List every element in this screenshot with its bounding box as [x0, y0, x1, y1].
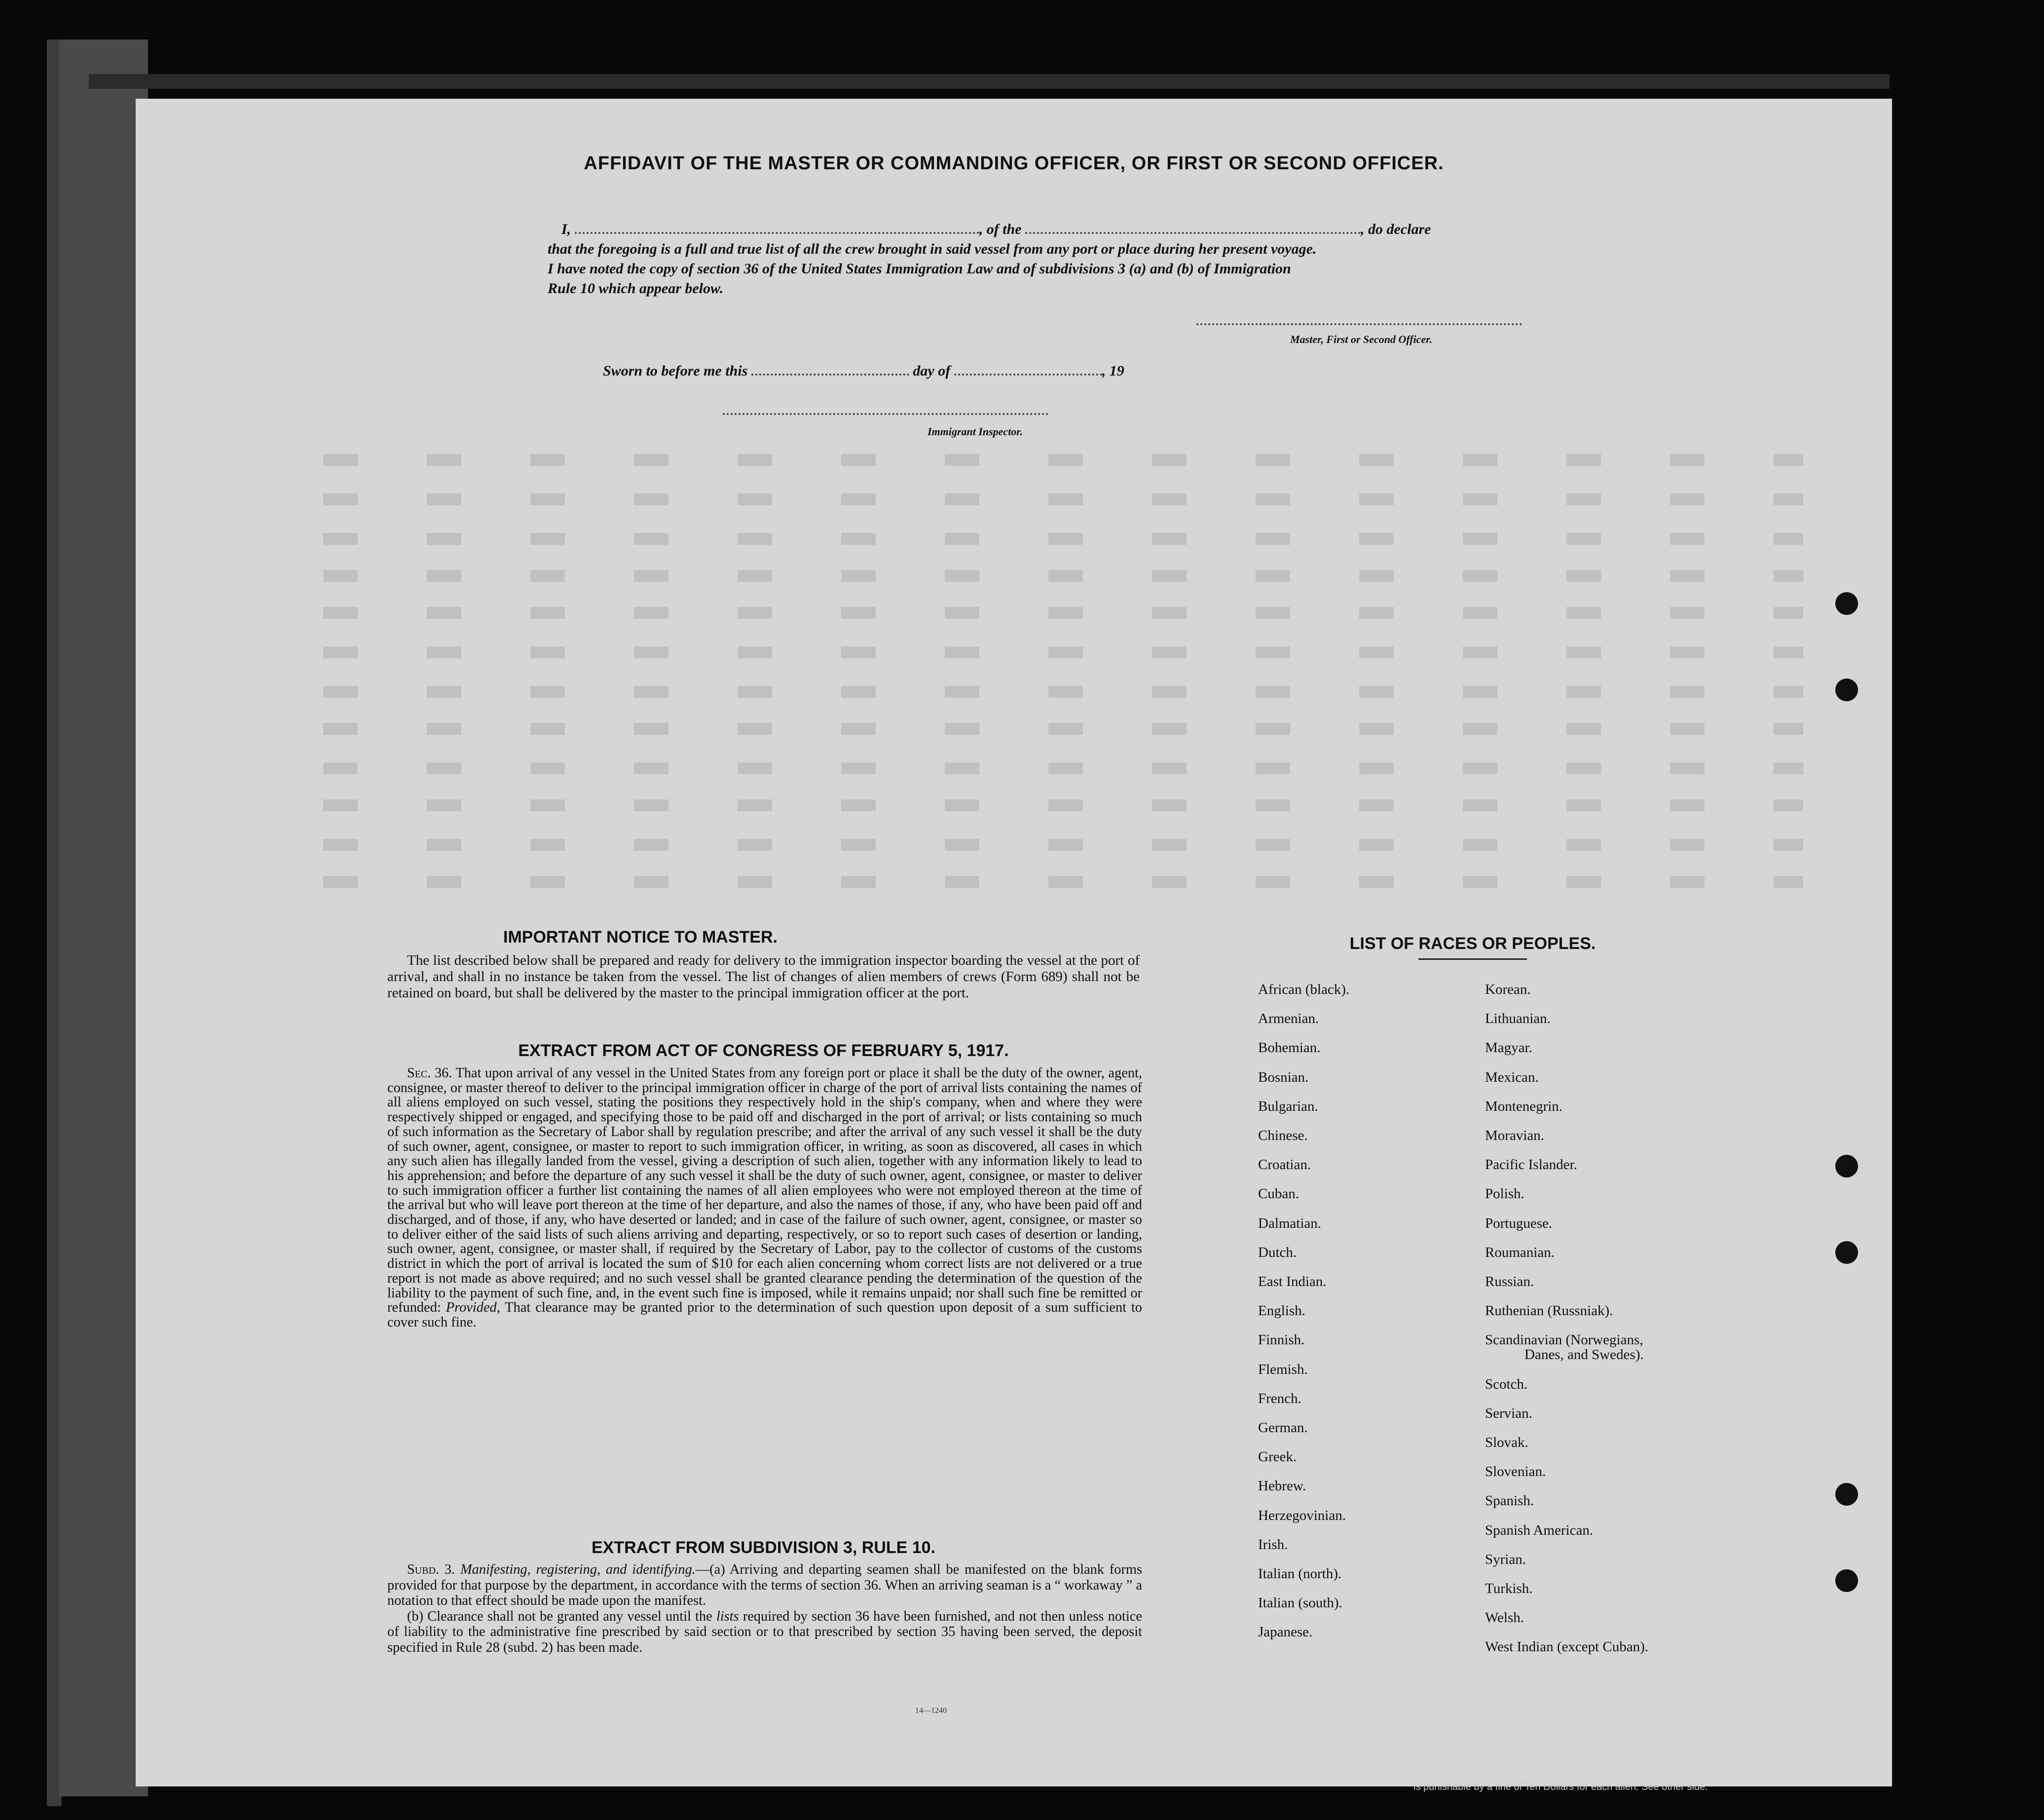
race-item: Lithuanian.	[1485, 1011, 1551, 1027]
race-item: Italian (south).	[1258, 1595, 1342, 1611]
affidavit-declare: , do declare	[1361, 221, 1431, 237]
races-title-rule	[1418, 958, 1527, 960]
rule-subd-label: Subd. 3.	[407, 1562, 455, 1577]
races-title: LIST OF RACES OR PEOPLES.	[1349, 934, 1596, 953]
rule-para-b-end: required by section 36 have been furnished, and not then unless notice of liability to the administrative fine prescribed by said section or to that prescribed by section 35 having been served, the deposit specified in Rule 28 (subd. 2) has been made.	[387, 1608, 1142, 1655]
affidavit-title: AFFIDAVIT OF THE MASTER OR COMMANDING OFFICER, OR FIRST OR SECOND OFFICER.	[584, 153, 1444, 174]
race-item: Danes, and Swedes).	[1524, 1347, 1644, 1363]
inspector-signature-label: Immigrant Inspector.	[928, 425, 1023, 438]
race-item: French.	[1258, 1390, 1301, 1406]
rule-para-a-tag: —(a)	[695, 1562, 725, 1577]
sworn-day-of: day of	[913, 363, 951, 379]
sworn-year: , 19	[1102, 363, 1124, 379]
rule-body	[387, 1562, 1142, 1655]
race-item: Welsh.	[1485, 1610, 1524, 1626]
vessel-blank	[1025, 229, 1361, 234]
race-item: Russian.	[1485, 1274, 1534, 1289]
notice-title: IMPORTANT NOTICE TO MASTER.	[503, 928, 778, 947]
race-item: West Indian (except Cuban).	[1485, 1639, 1649, 1655]
race-item: Slovenian.	[1485, 1464, 1546, 1480]
master-signature-label: Master, First or Second Officer.	[1290, 333, 1433, 345]
race-item: Greek.	[1258, 1449, 1297, 1465]
sworn-line	[603, 363, 1124, 379]
act-title: EXTRACT FROM ACT OF CONGRESS OF FEBRUARY 5, 1917.	[518, 1041, 1009, 1060]
race-item: Irish.	[1258, 1536, 1288, 1553]
notice-body	[387, 952, 1140, 1001]
name-blank	[575, 229, 979, 234]
race-item: Dalmatian.	[1258, 1215, 1322, 1231]
race-item: Magyar.	[1485, 1040, 1532, 1056]
rule-paragraph-b	[387, 1609, 1142, 1656]
act-body-text-1: That upon arrival of any vessel in the United States from any foreign port or place it shall be the duty of the owner, agent, consignee, or master thereof to deliver to the principal immigration officer in charge of the port of arrival lists containing the names of all aliens employed on such vessel, stating the positions they respectively hold in the ship's company, when and where they were respectively shipped or engaged, and specifying those to be paid off and discharged in the port of arrival; or lists containing so much of such information as the Secretary of Labor shall by regulation prescribe; and after the arrival of any such vessel it shall be the duty of such owner, agent, consignee, or master to report to such immigration officer, in writing, as soon as discovered, all cases in which any such alien has illegally landed from the vessel, giving a description of such alien, together with any information likely to lead to his apprehension; and before the departure of any such vessel it shall be the duty of such owner, agent, consignee, or master to deliver to such immigration officer a further list containing the names of all alien employees who were not employed thereon at the time of the arrival but who will leave port thereon at the time of her departure, and also the names of those, if any, who have been paid off and discharged, and of those, if any, who have deserted or landed; and in case of the failure of such owner, agent, consignee, or master so to deliver either of the said lists of such aliens arriving and departing, respectively, or so to report such cases of desertion or landing, such owner, agent, consignee, or master shall, if required by the Secretary of Labor, pay to the collector of customs of the customs district in which the port of arrival is located the sum of $10 for each alien concerning whom correct lists are not delivered or a true report is not made as above required; and no such vessel shall be granted clearance pending the determination of the question of the liability to the payment of such fine, and, in the event such fine is imposed, while it remains unpaid; nor shall such fine be remitted or refunded:	[387, 1065, 1143, 1316]
act-provided: Provided,	[446, 1300, 500, 1316]
affidavit-i: I,	[561, 221, 571, 237]
rule-title: EXTRACT FROM SUBDIVISION 3, RULE 10.	[591, 1538, 936, 1557]
race-item: Japanese.	[1258, 1624, 1313, 1640]
race-item: Finnish.	[1258, 1332, 1305, 1348]
race-item: Korean.	[1485, 982, 1531, 997]
race-item: Pacific Islander.	[1485, 1157, 1577, 1173]
race-item: Dutch.	[1258, 1244, 1297, 1260]
act-body-text-2: That clearance may be granted prior to the determination of such question upon deposit of a sum sufficient to cover such fine.	[387, 1300, 1142, 1330]
punch-hole	[1835, 1241, 1858, 1264]
race-item: Bohemian.	[1258, 1040, 1321, 1056]
race-item: Syrian.	[1485, 1551, 1526, 1567]
race-item: Mexican.	[1485, 1069, 1539, 1085]
race-item: Slovak.	[1485, 1435, 1528, 1450]
form-number: 14—1240	[915, 1706, 947, 1715]
race-item: English.	[1258, 1303, 1305, 1319]
sworn-day-blank	[751, 371, 909, 376]
footer-note: is punishable by a fine of Ten Dollars for each alien. See other side.	[1413, 1782, 1708, 1792]
manifest-page	[136, 99, 1892, 1792]
rule-paragraph-a	[387, 1562, 1142, 1609]
notice-body-text: The list described below shall be prepared and ready for delivery to the immigration inspector boarding the vessel at the port of arrival, and shall in no instance be taken from the vessel. The list of changes of alien members of crews (Form 689) shall not be retained on board, but shall be delivered by the master to the principal immigration officer at the port.	[387, 952, 1140, 1001]
race-item: Chinese.	[1258, 1128, 1308, 1143]
sworn-month-blank	[954, 371, 1102, 376]
affidavit-line-4: Rule 10 which appear below.	[548, 280, 724, 297]
race-item: Hebrew.	[1258, 1478, 1306, 1494]
punch-hole	[1835, 679, 1858, 701]
rule-subd-heading: Manifesting, registering, and identifying.	[460, 1562, 696, 1577]
race-item: African (black).	[1258, 982, 1350, 997]
race-item: Polish.	[1485, 1186, 1524, 1202]
race-item: Moravian.	[1485, 1128, 1544, 1143]
race-item: Montenegrin.	[1485, 1098, 1563, 1114]
race-item: Turkish.	[1485, 1581, 1533, 1596]
race-item: Servian.	[1485, 1405, 1532, 1421]
punch-hole	[1835, 1483, 1858, 1506]
underlying-page-edge	[59, 39, 148, 1796]
affidavit-line-3: I have noted the copy of section 36 of the United States Immigration Law and of subdivisions 3 (a) and (b) of Immigration	[548, 261, 1291, 277]
race-item: Armenian.	[1258, 1011, 1319, 1027]
race-item: Scandinavian (Norwegians,	[1485, 1332, 1643, 1348]
rule-para-b-start: (b) Clearance shall not be granted any vessel until the	[407, 1608, 712, 1624]
race-item: Bosnian.	[1258, 1069, 1309, 1085]
master-signature-line	[1196, 323, 1522, 325]
race-item: Spanish American.	[1485, 1522, 1594, 1538]
sworn-text: Sworn to before me this	[603, 363, 748, 379]
binder-edge-top	[89, 74, 1890, 89]
affidavit-line-2: that the foregoing is a full and true list of all the crew brought in said vessel from any port or place during her present voyage.	[548, 241, 1317, 257]
race-item: Italian (north).	[1258, 1566, 1342, 1582]
race-item: Croatian.	[1258, 1157, 1311, 1173]
race-item: East Indian.	[1258, 1274, 1327, 1289]
race-item: Bulgarian.	[1258, 1098, 1318, 1114]
affidavit-of-the: , of the	[979, 221, 1022, 237]
act-section-label: Sec. 36.	[407, 1065, 452, 1081]
punch-hole	[1835, 1569, 1858, 1592]
race-item: Spanish.	[1485, 1493, 1534, 1509]
affidavit-declaration-line	[561, 221, 1431, 238]
race-item: Cuban.	[1258, 1186, 1299, 1202]
inspector-signature-line	[723, 413, 1048, 415]
punch-hole	[1835, 1155, 1858, 1177]
act-body	[387, 1066, 1142, 1330]
rule-lists-word: lists	[716, 1608, 739, 1624]
race-item: Herzegovinian.	[1258, 1507, 1346, 1523]
race-item: Portuguese.	[1485, 1215, 1553, 1231]
race-item: Flemish.	[1258, 1361, 1308, 1377]
punch-hole	[1835, 592, 1858, 615]
race-item: Scotch.	[1485, 1376, 1528, 1392]
race-item: Roumanian.	[1485, 1244, 1555, 1260]
rule-para-a-text: Arriving and departing seamen shall be manifested on the blank forms provided for that purpose by the department, in accordance with the terms of section 36. When an arriving seaman is a “ workaway ” a notation to that effect should be made upon the manifest.	[387, 1562, 1142, 1608]
race-item: Ruthenian (Russniak).	[1485, 1303, 1613, 1319]
race-item: German.	[1258, 1420, 1308, 1436]
